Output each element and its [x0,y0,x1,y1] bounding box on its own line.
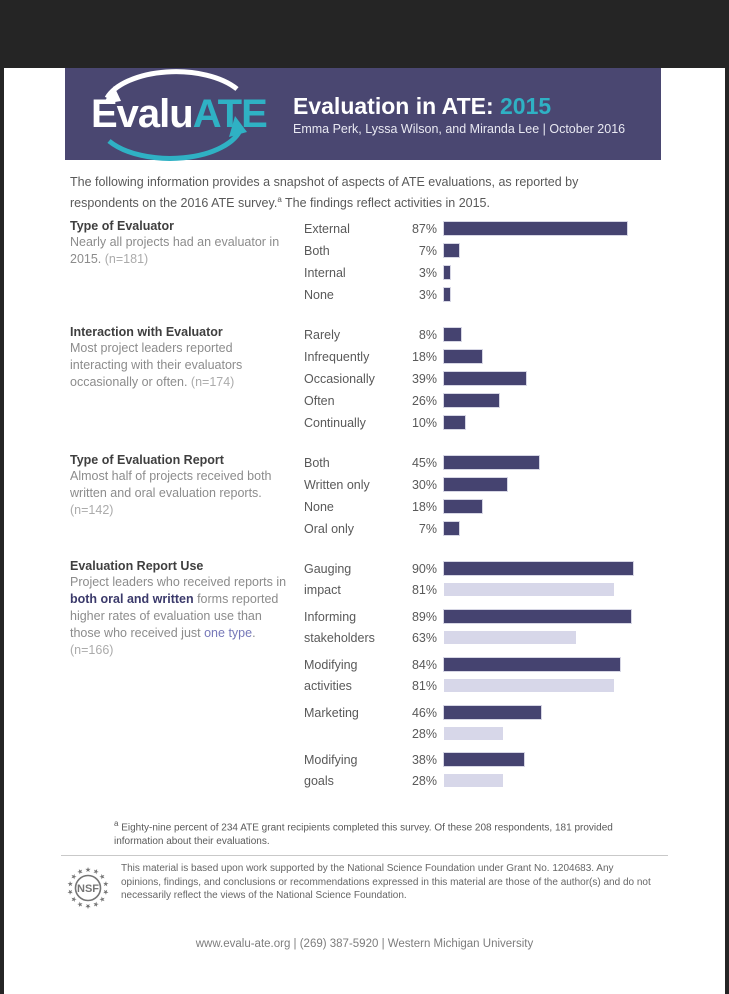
section-text [70,558,290,797]
category-label-line: Rarely [304,328,341,343]
bar [444,706,541,719]
bars-column [404,702,541,744]
value-label: 3% [418,265,437,280]
value-label: 8% [418,327,437,342]
nsf-star: ★ [100,888,110,897]
desc-segment: Project leaders who received reports in [70,575,287,590]
value-label: 26% [411,393,437,408]
bars-column [404,412,465,434]
category-label-line: goals [304,774,334,789]
bar-group [304,390,526,412]
section-evaluation-report-use [4,558,725,797]
category-label-line: Internal [304,266,346,281]
bar-row [404,723,541,744]
desc-segment: . [252,626,256,641]
category-label [304,749,404,792]
header-banner [65,68,661,160]
category-label [304,474,404,496]
bars-column [404,606,631,649]
category-label-line: Continually [304,416,366,431]
evaluate-logo [65,68,287,160]
value-label: 30% [411,477,437,492]
category-label-line: Marketing [304,706,359,721]
value-label: 89% [411,609,437,624]
bar-row [404,218,627,239]
section-title: Type of Evaluation Report [70,453,224,468]
value-label: 18% [411,499,437,514]
bars-column [404,654,620,697]
nsf-logo-icon [64,864,112,912]
bar-row [404,368,526,389]
bar-row [404,474,507,495]
category-label [304,518,404,540]
bar-row [404,702,541,723]
nsf-star: ★ [84,902,92,910]
value-label: 3% [418,287,437,302]
document-page [4,68,725,994]
bar [444,753,524,766]
logo-text-ate: ATE [192,92,267,136]
bar-group [304,606,633,649]
category-label [304,654,404,697]
title-year: 2015 [500,92,552,119]
category-label [304,324,404,346]
bars-column [404,452,539,474]
bar [444,500,482,513]
bar-row [404,412,465,433]
bar-chart [304,218,627,306]
footnote-marker: a [114,819,119,829]
bar-row [404,606,631,627]
section-title: Type of Evaluator [70,219,174,234]
bar [444,244,459,257]
category-label [304,412,404,434]
category-label [304,452,404,474]
bar [444,774,503,787]
bars-column [404,474,507,496]
intro-text: The following information provides a snapshot of aspects of ATE evaluations, as reported by respondents on the 2016 ATE survey. [70,175,579,211]
bar-row [404,518,459,539]
bar [444,266,450,279]
section-title: Interaction with Evaluator [70,325,223,340]
nsf-star: ★ [69,872,80,883]
intro-footnote-marker: a [277,195,282,204]
category-label [304,240,404,262]
bars-column [404,558,633,601]
bar [444,522,459,535]
section-text [70,324,290,434]
footer-contact: www.evalu-ate.org | (269) 387-5920 | Western Michigan University [195,938,534,951]
nsf-star: ★ [96,872,107,883]
bar-row [404,262,450,283]
nsf-star: ★ [76,899,85,909]
category-label-line: Modifying [304,753,358,768]
bar-row [404,579,633,600]
value-label: 81% [411,678,437,693]
bar [444,288,450,301]
nsf-star: ★ [69,894,80,905]
nsf-star: ★ [91,899,100,909]
bars-column [404,346,482,368]
bar [444,478,507,491]
value-label: 84% [411,657,437,672]
bar [444,222,627,235]
desc-segment: forms reported higher rates of evaluation use than those who received just [70,592,279,641]
section-text [70,452,290,540]
desc-segment: (n=166) [70,643,114,658]
section-type-of-evaluator [4,218,725,306]
logo-text [91,92,267,136]
bar-group [304,474,539,496]
nsf-star: ★ [96,894,107,905]
bar [444,583,614,596]
bar-group [304,558,633,601]
bar [444,350,482,363]
category-label-line: stakeholders [304,631,375,646]
nsf-star: ★ [76,868,85,878]
category-label [304,368,404,390]
category-label-line: activities [304,679,352,694]
bar-chart [304,452,539,540]
value-label: 10% [411,415,437,430]
bars-column [404,284,450,306]
value-label: 18% [411,349,437,364]
category-label-line: Often [304,394,335,409]
bar-row [404,654,620,675]
bar [444,456,539,469]
bar-group [304,518,539,540]
bar-group [304,346,526,368]
bar-row [404,452,539,473]
value-label: 28% [411,726,437,741]
category-label-line: None [304,288,334,303]
bar-row [404,496,482,517]
bar-row [404,324,461,345]
value-label: 38% [411,752,437,767]
nsf-section [64,862,655,912]
bar-group [304,324,526,346]
value-label: 87% [411,221,437,236]
nsf-star: ★ [91,868,100,878]
bar [444,416,465,429]
desc-segment: (n=142) [70,503,114,518]
category-label-line: External [304,222,350,237]
desc-segment: one type [204,626,253,641]
value-label: 81% [411,582,437,597]
footnote-text: Eighty-nine percent of 234 ATE grant recipients completed this survey. Of these 208 respondents, 181 provided information about their evaluations. [114,822,613,847]
title-main: Evaluation in ATE: [293,92,494,119]
bar-group [304,284,627,306]
section-interaction-with-evaluator [4,324,725,434]
bar-group [304,240,627,262]
bar-row [404,346,482,367]
category-label-line: Informing [304,610,357,625]
category-label [304,702,404,744]
bars-column [404,240,459,262]
value-label: 46% [411,705,437,720]
category-label [304,390,404,412]
banner-text [293,93,625,136]
divider [61,855,668,856]
footnote [114,817,645,848]
bar-row [404,284,450,305]
section-description [70,574,290,659]
nsf-logo-label: NSF [77,883,99,896]
bars-column [404,262,450,284]
bar-group [304,218,627,240]
category-label-line: Gauging [304,562,352,577]
bar [444,562,633,575]
intro-text-end: The findings reflect activities in 2015. [281,196,490,211]
value-label: 39% [411,371,437,386]
sections [4,218,725,797]
category-label-line: Both [304,456,330,471]
bar-group [304,452,539,474]
bars-column [404,390,499,412]
bar-group [304,412,526,434]
section-title: Evaluation Report Use [70,559,204,574]
bar-chart [304,324,526,434]
bar-group [304,496,539,518]
nsf-star: ★ [66,880,76,889]
category-label [304,496,404,518]
category-label-line: Infrequently [304,350,370,365]
bar-group [304,702,633,744]
bar [444,679,614,692]
bar-group [304,749,633,792]
bars-column [404,496,482,518]
bars-column [404,368,526,390]
value-label: 90% [411,561,437,576]
category-label-line: Oral only [304,522,355,537]
section-text [70,218,290,306]
bar [444,658,620,671]
bars-column [404,518,459,540]
bars-column [404,749,524,792]
value-label: 7% [418,521,437,536]
bar-group [304,262,627,284]
value-label: 45% [411,455,437,470]
bar [444,727,503,740]
bar [444,394,499,407]
category-label-line: None [304,500,334,515]
category-label [304,606,404,649]
intro-paragraph [70,174,648,212]
category-label-line: impact [304,583,341,598]
bar [444,631,576,644]
section-type-of-evaluation-report [4,452,725,540]
value-label: 28% [411,773,437,788]
authors-line: Emma Perk, Lyssa Wilson, and Miranda Lee | October 2016 [293,121,626,136]
category-label-line: Written only [304,478,370,493]
bar [444,610,631,623]
bar-row [404,627,631,648]
section-description [70,468,290,519]
section-description [70,234,290,268]
category-label-line: Both [304,244,330,259]
bar-row [404,770,524,791]
bars-column [404,218,627,240]
bar-chart [304,558,633,797]
nsf-star: ★ [66,888,76,897]
nsf-star: ★ [100,880,110,889]
bar-group [304,654,633,697]
desc-segment: Almost half of projects received both written and oral evaluation reports. [70,469,272,501]
nsf-star: ★ [84,867,92,875]
category-label [304,558,404,601]
bar-row [404,558,633,579]
bar-row [404,390,499,411]
category-label-line: Occasionally [304,372,375,387]
desc-segment: Most project leaders reported interacting with their evaluators occasionally or often. [70,341,243,390]
category-label [304,262,404,284]
page-title [293,93,625,119]
bar [444,328,461,341]
desc-segment: both oral and written [70,592,194,607]
bar-group [304,368,526,390]
category-label-line: Modifying [304,658,358,673]
bars-column [404,324,461,346]
desc-segment: (n=174) [190,375,235,390]
logo-text-evalu: Evalu [91,92,193,136]
desc-segment: (n=181) [104,252,149,267]
category-label [304,218,404,240]
desc-segment: Nearly all projects had an evaluator in 2015. [70,235,280,267]
nsf-disclaimer: This material is based upon work supported by the National Science Foundation under Grant No. 1204683. Any opinions, findings, and conclusions or recommendations expressed in this material are those of the author(s) and do not necessarily reflect the views of the National Science Foundation. [121,863,651,902]
value-label: 7% [418,243,437,258]
category-label [304,346,404,368]
bar-row [404,240,459,261]
bar [444,372,526,385]
category-label [304,284,404,306]
bar-row [404,675,620,696]
section-description [70,340,290,391]
bar-row [404,749,524,770]
value-label: 63% [411,630,437,645]
